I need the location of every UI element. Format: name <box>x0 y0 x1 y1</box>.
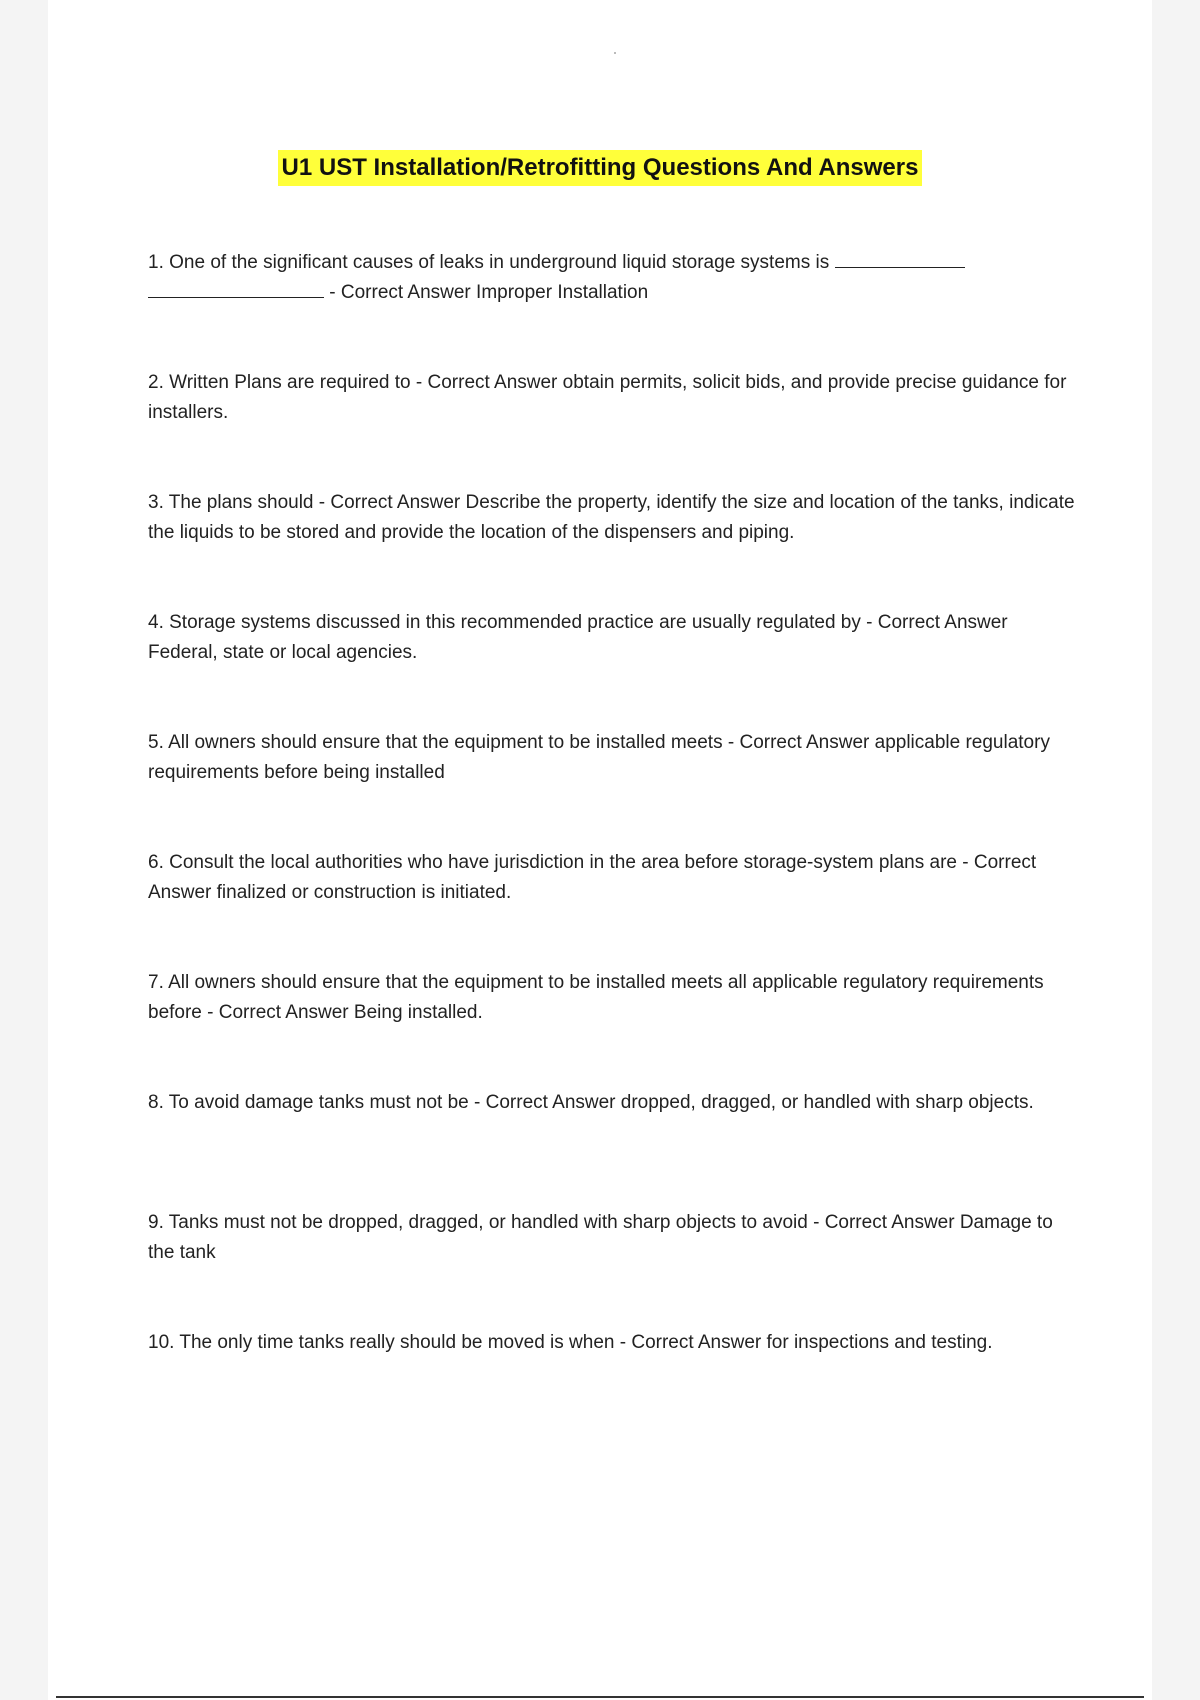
answer-text: Correct Answer for inspections and testing. <box>631 1332 993 1353</box>
bottom-divider <box>56 1696 1144 1698</box>
answer-text: - Correct Answer Improper Installation <box>329 282 649 303</box>
question-text: 3. The plans should - <box>148 492 326 513</box>
qa-item-6 <box>148 848 1078 908</box>
qa-item-10 <box>148 1328 1078 1388</box>
answer-blank <box>148 279 324 298</box>
qa-item-4 <box>148 608 1078 668</box>
question-text: 6. Consult the local authorities who have jurisdiction in the area before storage-system plans are - <box>148 852 969 873</box>
question-text: 5. All owners should ensure that the equipment to be installed meets - <box>148 732 735 753</box>
qa-item-7 <box>148 968 1078 1028</box>
question-text: 8. To avoid damage tanks must not be - <box>148 1092 481 1113</box>
question-text: 9. Tanks must not be dropped, dragged, or handled with sharp objects to avoid - <box>148 1212 820 1233</box>
document-title: U1 UST Installation/Retrofitting Questions And Answers <box>278 150 923 186</box>
answer-text: Correct Answer Describe the property, identify the size and location of the tanks, indicate the liquids to be stored and provide the location of the dispensers and piping. <box>148 492 1075 543</box>
answer-text: Correct Answer dropped, dragged, or handled with sharp objects. <box>485 1092 1034 1113</box>
title-container <box>0 150 1200 186</box>
question-text: 1. One of the significant causes of leaks in underground liquid storage systems is <box>148 252 830 273</box>
answer-text: Correct Answer Federal, state or local agencies. <box>148 612 1008 663</box>
qa-item-9 <box>148 1208 1078 1268</box>
question-text: 2. Written Plans are required to - <box>148 372 423 393</box>
qa-list <box>148 248 1078 1448</box>
scan-speck <box>614 52 616 54</box>
answer-text: Correct Answer applicable regulatory requirements before being installed <box>148 732 1050 783</box>
answer-text: Correct Answer finalized or construction is initiated. <box>148 852 1037 903</box>
answer-text: Correct Answer Being installed. <box>218 1002 483 1023</box>
answer-text: Correct Answer obtain permits, solicit bids, and provide precise guidance for installers. <box>148 372 1067 423</box>
answer-blank <box>835 249 965 268</box>
question-text: 10. The only time tanks really should be moved is when - <box>148 1332 627 1353</box>
qa-item-5 <box>148 728 1078 788</box>
question-text: 7. All owners should ensure that the equipment to be installed meets all applicable regulatory requirements before - <box>148 972 1044 1023</box>
answer-text: Correct Answer Damage to the tank <box>148 1212 1053 1263</box>
qa-item-1 <box>148 248 1078 308</box>
question-text: 4. Storage systems discussed in this recommended practice are usually regulated by - <box>148 612 873 633</box>
qa-item-2 <box>148 368 1078 428</box>
qa-item-8 <box>148 1088 1078 1148</box>
qa-item-3 <box>148 488 1078 548</box>
